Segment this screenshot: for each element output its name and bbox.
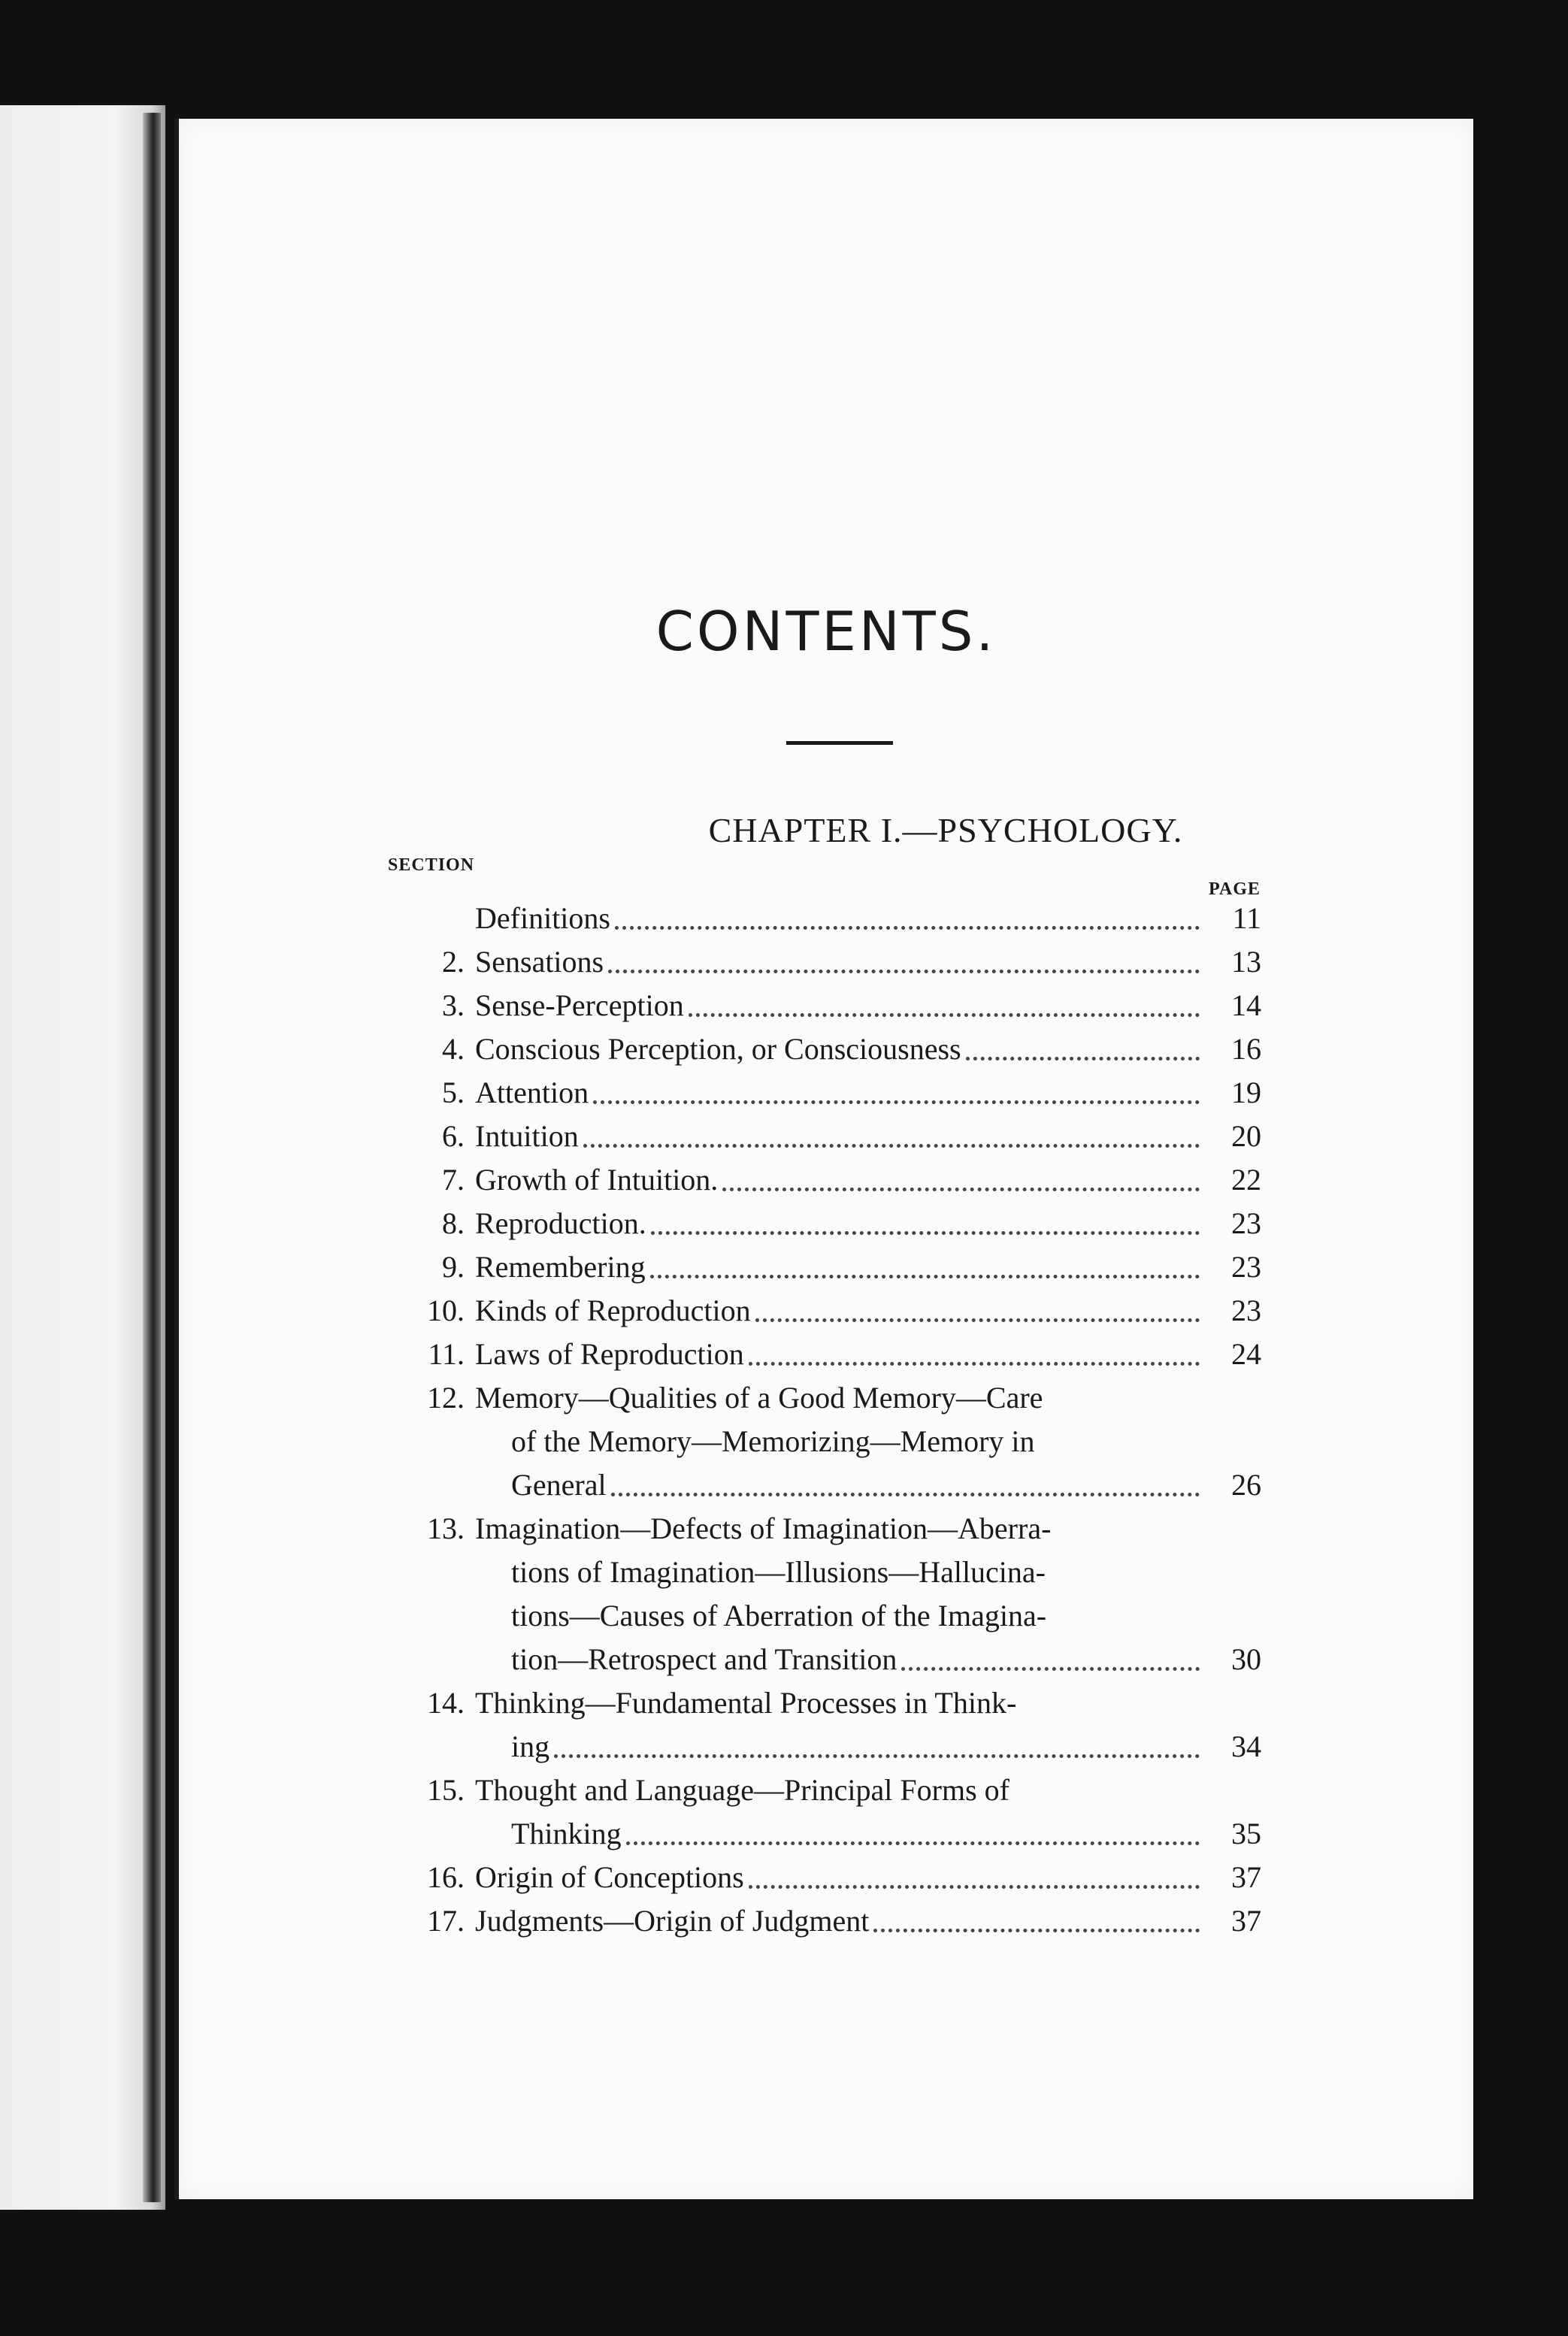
- section-number: 11.: [428, 1337, 465, 1371]
- page-number: 11: [1232, 901, 1261, 935]
- page-number: 26: [1231, 1468, 1261, 1502]
- section-number: 15.: [427, 1773, 465, 1807]
- page-number: 23: [1231, 1206, 1261, 1240]
- page-number: 16: [1231, 1032, 1261, 1066]
- page-number: 22: [1231, 1163, 1261, 1197]
- book-spine: [143, 113, 161, 2202]
- toc-entry: [397, 1027, 1261, 1071]
- page-number: 13: [1231, 945, 1261, 979]
- dot-leader: [689, 1013, 1200, 1017]
- dot-leader: [608, 970, 1200, 973]
- section-number: 7.: [442, 1163, 465, 1197]
- section-number: 13.: [427, 1511, 465, 1545]
- toc-entry: [397, 1202, 1261, 1245]
- entry-title-line: Memory—Qualities of a Good Memory—Care: [475, 1381, 1043, 1415]
- dot-leader: [650, 1275, 1200, 1278]
- dot-leader: [749, 1885, 1200, 1889]
- section-number: 12.: [427, 1381, 465, 1415]
- toc-entry: [397, 1289, 1261, 1333]
- entry-title-line: Sensations: [475, 945, 604, 979]
- page-number: 35: [1231, 1817, 1261, 1850]
- dot-leader: [873, 1929, 1200, 1932]
- entry-title-line: Imagination—Defects of Imagination—Aberra-: [475, 1511, 1052, 1545]
- entry-title-line: General: [511, 1468, 607, 1502]
- toc-entry: [397, 984, 1261, 1027]
- entry-title-line: Conscious Perception, or Consciousness: [475, 1032, 961, 1066]
- toc-entry: [397, 1245, 1261, 1289]
- dot-leader: [749, 1362, 1200, 1366]
- section-column-header: SECTION: [388, 855, 475, 875]
- dot-leader: [966, 1057, 1200, 1061]
- entry-title-line: of the Memory—Memorizing—Memory in: [511, 1424, 1035, 1458]
- page-number: 37: [1231, 1904, 1261, 1938]
- toc-entry: [397, 1856, 1261, 1899]
- entry-title-line: Laws of Reproduction: [475, 1337, 744, 1371]
- entry-title-line: Definitions: [475, 901, 610, 935]
- entry-title-line: tions of Imagination—Illusions—Hallucina-: [511, 1555, 1046, 1589]
- page-title: CONTENTS.: [655, 600, 997, 663]
- toc-entry: [397, 1681, 1261, 1769]
- entry-title-line: Judgments—Origin of Judgment: [475, 1904, 870, 1938]
- dot-leader: [755, 1318, 1200, 1322]
- entry-title-line: Intuition: [475, 1119, 579, 1153]
- section-number: 9.: [442, 1250, 465, 1284]
- toc-entry: [397, 1158, 1261, 1202]
- entry-title-line: Thinking—Fundamental Processes in Think-: [475, 1686, 1017, 1720]
- title-rule: [786, 741, 893, 745]
- section-number: 2.: [442, 945, 465, 979]
- entry-title-line: Kinds of Reproduction: [475, 1294, 751, 1327]
- dot-leader: [611, 1493, 1200, 1496]
- toc-entry: [397, 1333, 1261, 1376]
- dot-leader: [615, 926, 1200, 930]
- section-number: 16.: [427, 1860, 465, 1894]
- dot-leader: [651, 1231, 1200, 1235]
- facing-page: [0, 105, 165, 2210]
- entry-title-line: Thinking: [511, 1817, 622, 1850]
- page-number: 23: [1231, 1294, 1261, 1327]
- entry-title-line: ing: [511, 1729, 550, 1763]
- toc-entry: [397, 940, 1261, 984]
- dot-leader: [722, 1188, 1200, 1191]
- entry-title-line: Thought and Language—Principal Forms of: [475, 1773, 1010, 1807]
- entry-title-line: tions—Causes of Aberration of the Imagina-: [511, 1599, 1047, 1632]
- section-number: 10.: [427, 1294, 465, 1327]
- table-of-contents: [397, 897, 1261, 1943]
- toc-entry: [397, 1899, 1261, 1943]
- entry-title-line: Reproduction.: [475, 1206, 646, 1240]
- page-number: 30: [1231, 1642, 1261, 1676]
- dot-leader: [583, 1144, 1200, 1148]
- toc-entry: [397, 897, 1261, 940]
- contents-page: [174, 119, 1473, 2199]
- page-number: 23: [1231, 1250, 1261, 1284]
- section-number: 3.: [442, 988, 465, 1022]
- section-number: 14.: [427, 1686, 465, 1720]
- entry-title-line: Growth of Intuition.: [475, 1163, 719, 1197]
- dot-leader: [554, 1754, 1200, 1758]
- entry-title-line: Sense-Perception: [475, 988, 684, 1022]
- chapter-heading: CHAPTER I.—PSYCHOLOGY.: [708, 811, 1183, 849]
- page-number: 14: [1231, 988, 1261, 1022]
- toc-entry: [397, 1376, 1261, 1507]
- dot-leader: [593, 1100, 1200, 1104]
- page-column-header: PAGE: [1209, 879, 1261, 899]
- dot-leader: [626, 1841, 1200, 1845]
- entry-title-line: tion—Retrospect and Transition: [511, 1642, 898, 1676]
- entry-title-line: Attention: [475, 1076, 589, 1109]
- section-number: 8.: [442, 1206, 465, 1240]
- page-number: 20: [1231, 1119, 1261, 1153]
- page-number: 24: [1231, 1337, 1261, 1371]
- toc-entry: [397, 1769, 1261, 1856]
- page-number: 19: [1231, 1076, 1261, 1109]
- section-number: 5.: [442, 1076, 465, 1109]
- section-number: 6.: [442, 1119, 465, 1153]
- page-number: 34: [1231, 1729, 1261, 1763]
- toc-entry: [397, 1071, 1261, 1115]
- dot-leader: [901, 1667, 1200, 1671]
- entry-title-line: Remembering: [475, 1250, 646, 1284]
- entry-title-line: Origin of Conceptions: [475, 1860, 744, 1894]
- page-number: 37: [1231, 1860, 1261, 1894]
- section-number: 4.: [442, 1032, 465, 1066]
- section-number: 17.: [427, 1904, 465, 1938]
- toc-entry: [397, 1507, 1261, 1681]
- toc-entry: [397, 1115, 1261, 1158]
